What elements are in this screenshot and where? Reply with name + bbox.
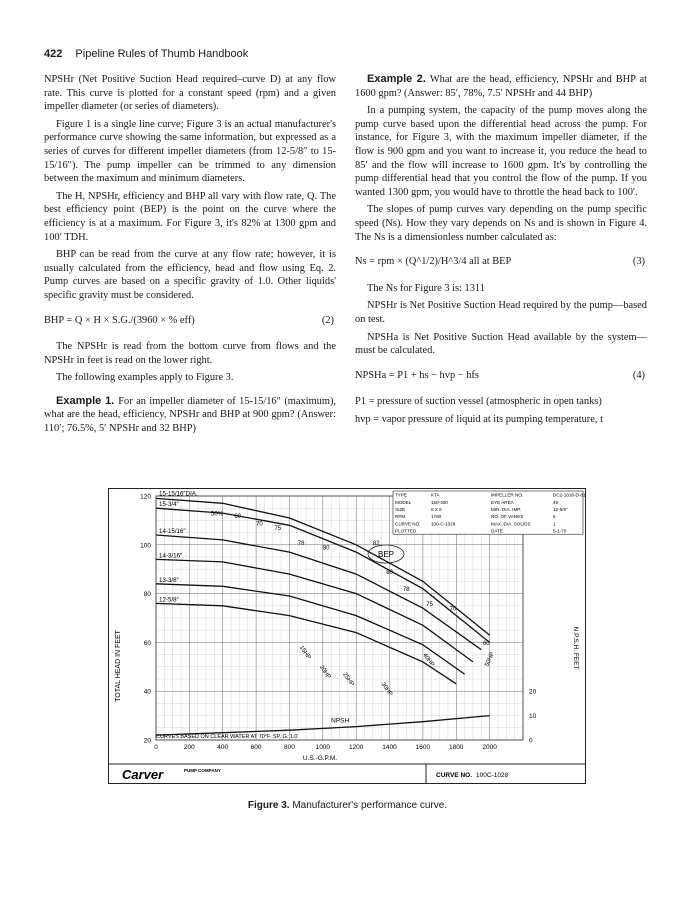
title-block — [393, 491, 586, 534]
equation-3 — [355, 255, 647, 269]
title-block-cell: MAX. DIA. SOLIDS — [491, 521, 531, 527]
x-axis-label: U.S.-G.P.M. — [302, 755, 338, 762]
paragraph: In a pumping system, the capacity of the pump moves along the pump curve based upon the differential head across the pump. For instance, for Figure 3, with the maximum impeller diameter, if the flow is 900 gpm and you want to increase it, you reduce the head to 85′ and the flow will increase to 1600 gpm. It's by controlling the pump differential head that you control the flow of the pump. If you wanted 1300 gpm, you would have to throttle the head back to 100′. — [355, 105, 647, 198]
company-text: PUMP COMPANY — [184, 768, 221, 773]
right-column — [355, 73, 647, 430]
title-block-cell: EYE AREA — [491, 499, 514, 505]
paragraph: NPSHr is Net Positive Suction Head required by the pump—based on test. — [355, 300, 647, 325]
title-block-cell: KTA — [431, 492, 440, 498]
performance-curve-figure — [108, 488, 586, 784]
paragraph: The H, NPSHr, efficiency and BHP all vary with flow rate, Q. The best efficiency point (BEP) is the point on the curve where the efficiency is at a maximum. For Figure 3, it's 82% at 1300 gpm and 100′ TDH. — [44, 190, 336, 243]
efficiency-label: 78 — [402, 587, 410, 594]
title-block-cell: 6 — [553, 514, 556, 520]
curve-no-label: CURVE NO. — [436, 772, 472, 779]
caption-text: Manufacturer's performance curve. — [292, 800, 448, 811]
y-tick-label: 100 — [140, 542, 151, 550]
equation-number: (3) — [632, 256, 645, 268]
efficiency-label: 75 — [274, 526, 282, 533]
y-tick-label: 80 — [143, 591, 151, 599]
title-block-cell: 5-1-70 — [553, 528, 567, 534]
equation-4 — [355, 369, 647, 383]
title-block-cell: 150-400 — [431, 499, 448, 505]
x-tick-label: 1600 — [415, 744, 431, 751]
impeller-curve-label: 14-15/16″ — [159, 528, 186, 536]
y-tick-label: 20 — [143, 737, 151, 745]
title-block-cell: 1 — [553, 521, 556, 527]
title-block-cell: MODEL — [395, 499, 412, 505]
example-2 — [355, 73, 647, 100]
example-text: For an impeller diameter of 15-15/16″ (maximum), what are the head, efficiency, NPSHr and BHP at 900 gpm? (Answer: 110′; 76.5%, 5′ NPSHr and 32 BHP) — [44, 395, 337, 435]
definition: P1 = pressure of suction vessel (atmospheric in open tanks) — [355, 396, 602, 408]
x-tick-label: 2000 — [482, 744, 497, 751]
carver-logo: Carver — [122, 767, 164, 782]
equation-text: NPSHa = P1 + hs − hvp − hfs — [355, 369, 479, 381]
x-tick-label: 200 — [183, 744, 195, 751]
x-tick-label: 0 — [154, 744, 158, 751]
bhp-label: 15HP — [297, 644, 312, 661]
title-block-cell: TYPE — [395, 492, 407, 498]
paragraph: NPSHa is Net Positive Suction Head available by the system—must be calculated. — [355, 331, 647, 357]
efficiency-label: 75 — [426, 601, 433, 608]
page-number: 422 — [44, 48, 63, 60]
example-1 — [44, 395, 336, 436]
example-label: Example 2. — [367, 73, 426, 85]
bhp-label: 40HP — [421, 652, 435, 669]
impeller-curve-label: 12-5/8″ — [159, 596, 179, 604]
bhp-label: 50HP — [484, 651, 497, 668]
x-tick-label: 600 — [250, 744, 262, 751]
title-block-cell: DC2-1016-D-81 — [553, 492, 586, 498]
equation-2 — [44, 314, 336, 328]
title-block-cell: SIZE — [395, 507, 406, 512]
x-tick-label: 800 — [284, 744, 295, 751]
title-block-cell: 100-C-1028 — [431, 521, 456, 527]
curve-labels — [211, 512, 496, 698]
book-title: Pipeline Rules of Thumb Handbook — [75, 48, 249, 60]
title-block-cell: RPM — [395, 514, 406, 520]
efficiency-label: 80 — [386, 570, 393, 577]
y2-tick-label: 20 — [529, 688, 537, 696]
example-label: Example 1. — [56, 394, 115, 407]
bhp-label: 20HP — [317, 664, 332, 681]
y2-tick-label: 0 — [529, 737, 533, 745]
efficiency-label: 60 — [234, 513, 242, 520]
y2-tick-label: 10 — [529, 713, 537, 721]
equation-number: (2) — [321, 314, 334, 326]
paragraph: The following examples apply to Figure 3. — [56, 372, 234, 384]
title-block-cell: MIN. DIA. IMP. — [491, 507, 522, 512]
definition: hvp = vapor pressure of liquid at its pumping temperature, t — [355, 413, 603, 425]
efficiency-label: 70 — [256, 521, 263, 528]
bep-label: BEP — [377, 550, 395, 559]
impeller-curve-label: 13-3/8″ — [159, 576, 179, 584]
impeller-curve-label: 15-3/4″ — [159, 501, 179, 509]
impeller-curve-label: 14-3/16″ — [159, 552, 183, 560]
impeller-curve-label: 15-15/16″DIA. — [159, 490, 198, 498]
x-tick-label: 1200 — [348, 744, 364, 751]
equation-text: Ns = rpm × (Q^1/2)/H^3/4 all at BEP — [355, 256, 512, 268]
title-block-cell: PLOTTED — [395, 528, 417, 534]
title-block-cell: CURVE NO. — [395, 521, 421, 527]
efficiency-label: 50% — [211, 511, 224, 518]
title-block-cell: DATE — [491, 528, 503, 534]
paragraph: The slopes of pump curves vary depending on the pump specific speed (Ns). How they vary depends on Ns and is shown in Figure 4. The Ns is a dimensionless number calculated as: — [355, 204, 647, 243]
curve-no-value: 100C-1028 — [476, 772, 509, 779]
efficiency-label: 60 — [482, 640, 490, 647]
caption-label: Figure 3. — [247, 800, 290, 811]
bhp-label: 30HP — [379, 681, 394, 698]
equation-number: (4) — [632, 369, 645, 381]
bhp-label: 25HP — [341, 671, 355, 688]
efficiency-label: 78 — [297, 540, 305, 547]
paragraph: BHP can be read from the curve at any flow rate; however, it is usually calculated from the efficiency, head and flow using Eq. 2. Pump curves are based on a specific gravity of 1.0. Other liquids' specific gravity must be considered. — [44, 249, 336, 301]
title-block-cell: 1750 — [431, 514, 442, 520]
x-tick-label: 1800 — [449, 744, 464, 751]
title-block-cell: 8 X 6 — [431, 507, 442, 512]
y-tick-label: 120 — [140, 493, 151, 501]
x-tick-label: 400 — [217, 744, 229, 751]
y-axis-label: TOTAL HEAD IN FEET — [115, 630, 122, 702]
paragraph: The Ns for Figure 3 is: 1311 — [367, 282, 485, 294]
efficiency-label: 80 — [322, 545, 330, 552]
example-text: What are the head, efficiency, NPSHr and BHP at 1600 gpm? (Answer: 85′, 78%, 7.5′ NPSHr and 44 BHP) — [355, 74, 647, 99]
paragraph: The NPSHr is read from the bottom curve from flows and the NPSHr in feet is read on the lower right. — [44, 341, 336, 366]
y-tick-label: 60 — [143, 639, 151, 647]
y-tick-label: 40 — [143, 688, 151, 696]
efficiency-label: 82 — [372, 540, 380, 547]
left-column — [44, 73, 336, 440]
npsh-curve-label: NPSH — [331, 717, 350, 725]
curves-note: CURVES BASED ON CLEAR WATER AT 70°F. SP. G. 1.0 — [156, 734, 298, 740]
x-tick-label: 1400 — [382, 744, 397, 751]
paragraph: Figure 1 is a single line curve; Figure 3 is an actual manufacturer's performance curve showing the same information, but expressed as a series of curves for different impeller diameters (from 12-5/8″ to 15-15/16″). The pump impeller can be trimmed to any dimension between the maximum and minimum diameters. — [44, 118, 336, 185]
title-block-cell: 12-5/8″ — [553, 507, 568, 512]
title-block-cell: IMPELLER NO. — [491, 492, 524, 498]
x-tick-label: 1000 — [315, 744, 331, 751]
figure-caption — [0, 800, 695, 811]
page-header — [44, 48, 248, 60]
paragraph: NPSHr (Net Positive Suction Head required–curve D) at any flow rate. This curve is plotted for a constant speed (rpm) and a given impeller diameter (or series of diameters). — [44, 74, 336, 113]
y2-axis-label: N.P.S.H. FEET — [572, 626, 579, 670]
equation-text: BHP = Q × H × S.G./(3960 × % eff) — [44, 314, 195, 326]
title-block-cell: NO. OF VANES — [491, 514, 524, 520]
title-block-cell: 49 — [553, 499, 559, 505]
efficiency-label: 70 — [449, 606, 457, 613]
